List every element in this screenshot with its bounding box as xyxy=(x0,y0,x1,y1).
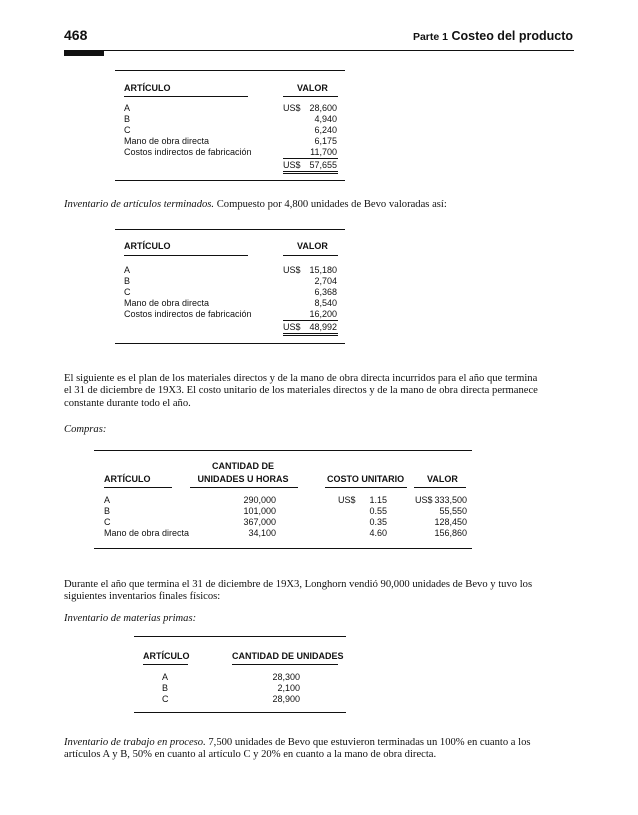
sales-line: Durante el año que termina el 31 de diciembre de 19X3, Longhorn vendió 90,000 unidades de Bevo y tuvo los xyxy=(64,579,533,590)
table-row-label: Costos indirectos de fabricación xyxy=(124,147,252,157)
total-currency: US$ xyxy=(283,322,301,332)
wip-lead: Inventario de trabajo en proceso. xyxy=(64,737,206,748)
total-currency: US$ xyxy=(283,160,301,170)
finished-goods-paragraph xyxy=(64,199,584,211)
value-cell: 2,704 xyxy=(314,276,337,286)
quantity-cell: 34,100 xyxy=(248,528,276,538)
value-cell: 128,450 xyxy=(434,517,467,527)
wip-paragraph xyxy=(64,737,594,762)
table-row-label: Mano de obra directa xyxy=(104,528,190,538)
quantity-cell: 101,000 xyxy=(243,506,276,516)
value-cell: 156,860 xyxy=(434,528,467,538)
table-row-label: B xyxy=(124,114,131,124)
finished-goods-lead: Inventario de artículos terminados. xyxy=(64,199,215,210)
currency-label: US$ xyxy=(283,103,301,113)
sales-line: siguientes inventarios finales físicos: xyxy=(64,591,221,603)
cost-cell: 4.60 xyxy=(369,528,387,538)
wip-text: 7,500 unidades de Bevo que estuvieron terminadas un 100% en cuanto a los xyxy=(205,737,531,748)
quantity-cell: 28,900 xyxy=(272,694,300,704)
table-row-label: C xyxy=(124,287,131,297)
table-row-label: B xyxy=(124,276,131,286)
table-row-label: Mano de obra directa xyxy=(124,298,210,308)
table-row-label: C xyxy=(124,125,131,135)
plan-paragraph xyxy=(64,373,594,410)
plan-line: constante durante todo el año. xyxy=(64,397,191,409)
table-row-label: C xyxy=(162,694,169,704)
currency-label: US$ xyxy=(283,265,301,275)
table-row-label: A xyxy=(124,265,131,275)
value-cell: 6,240 xyxy=(314,125,337,135)
page-number: 468 xyxy=(64,27,88,43)
header-tab-block xyxy=(64,50,104,56)
table-row-label: B xyxy=(162,683,169,693)
value-cell: 6,368 xyxy=(314,287,337,297)
finished-goods-text: Compuesto por 4,800 unidades de Bevo valoradas así: xyxy=(214,199,447,210)
cost-cell: 0.55 xyxy=(369,506,387,516)
table-row-label: C xyxy=(104,517,111,527)
col-header-valor: VALOR xyxy=(297,83,328,93)
table-row-label: Mano de obra directa xyxy=(124,136,210,146)
sales-paragraph xyxy=(64,579,594,604)
materias-label: Inventario de materias primas: xyxy=(64,613,197,624)
value-currency: US$ xyxy=(415,495,433,505)
quantity-cell: 367,000 xyxy=(243,517,276,527)
col-header-valor: VALOR xyxy=(297,241,328,251)
cost-cell: 0.35 xyxy=(369,517,387,527)
value-cell: 11,700 xyxy=(310,147,337,157)
total-value: 57,655 xyxy=(309,160,337,170)
part-title: Costeo del producto xyxy=(451,29,573,43)
chapter-heading xyxy=(413,29,573,43)
total-value: 48,992 xyxy=(309,322,337,332)
plan-line: El siguiente es el plan de los materiales directos y de la mano de obra directa incurridos para el año que termina xyxy=(64,373,538,384)
header-rule xyxy=(64,50,574,51)
col-header-articulo: ARTÍCULO xyxy=(124,83,171,93)
part-label: Parte 1 xyxy=(412,31,448,43)
col-header-articulo: ARTÍCULO xyxy=(143,651,190,661)
table-row-label: A xyxy=(162,672,169,682)
quantity-cell: 2,100 xyxy=(277,683,300,693)
value-cell: 6,175 xyxy=(314,136,337,146)
col-header-articulo: ARTÍCULO xyxy=(124,241,171,251)
col-header-valor: VALOR xyxy=(427,474,458,484)
cost-cell: 1.15 xyxy=(369,495,387,505)
value-cell: 4,940 xyxy=(314,114,337,124)
table-row-label: Costos indirectos de fabricación xyxy=(124,309,252,319)
wip-line: artículos A y B, 50% en cuanto al artículo C y 20% en cuanto a la mano de obra directa. xyxy=(64,749,437,761)
quantity-cell: 290,000 xyxy=(243,495,276,505)
col-header-cantidad: CANTIDAD DE UNIDADES xyxy=(232,651,344,661)
value-cell: 15,180 xyxy=(309,265,337,275)
value-cell: 55,550 xyxy=(439,506,467,516)
value-cell: 16,200 xyxy=(309,309,337,319)
col-header-costo: COSTO UNITARIO xyxy=(327,474,405,484)
table-row-label: A xyxy=(104,495,111,505)
plan-line: el 31 de diciembre de 19X3. El costo unitario de los materiales directos y de la mano de obra directa permanece xyxy=(64,385,538,397)
value-cell: 28,600 xyxy=(309,103,337,113)
table-row-label: A xyxy=(124,103,131,113)
col-header-cantidad-1: CANTIDAD DE xyxy=(212,461,274,471)
col-header-articulo: ARTÍCULO xyxy=(104,474,151,484)
cost-currency: US$ xyxy=(338,495,356,505)
table-row-label: B xyxy=(104,506,111,516)
quantity-cell: 28,300 xyxy=(272,672,300,682)
value-cell: 8,540 xyxy=(314,298,337,308)
compras-label: Compras: xyxy=(64,424,107,435)
value-cell: 333,500 xyxy=(434,495,467,505)
col-header-cantidad-2: UNIDADES U HORAS xyxy=(197,474,289,484)
